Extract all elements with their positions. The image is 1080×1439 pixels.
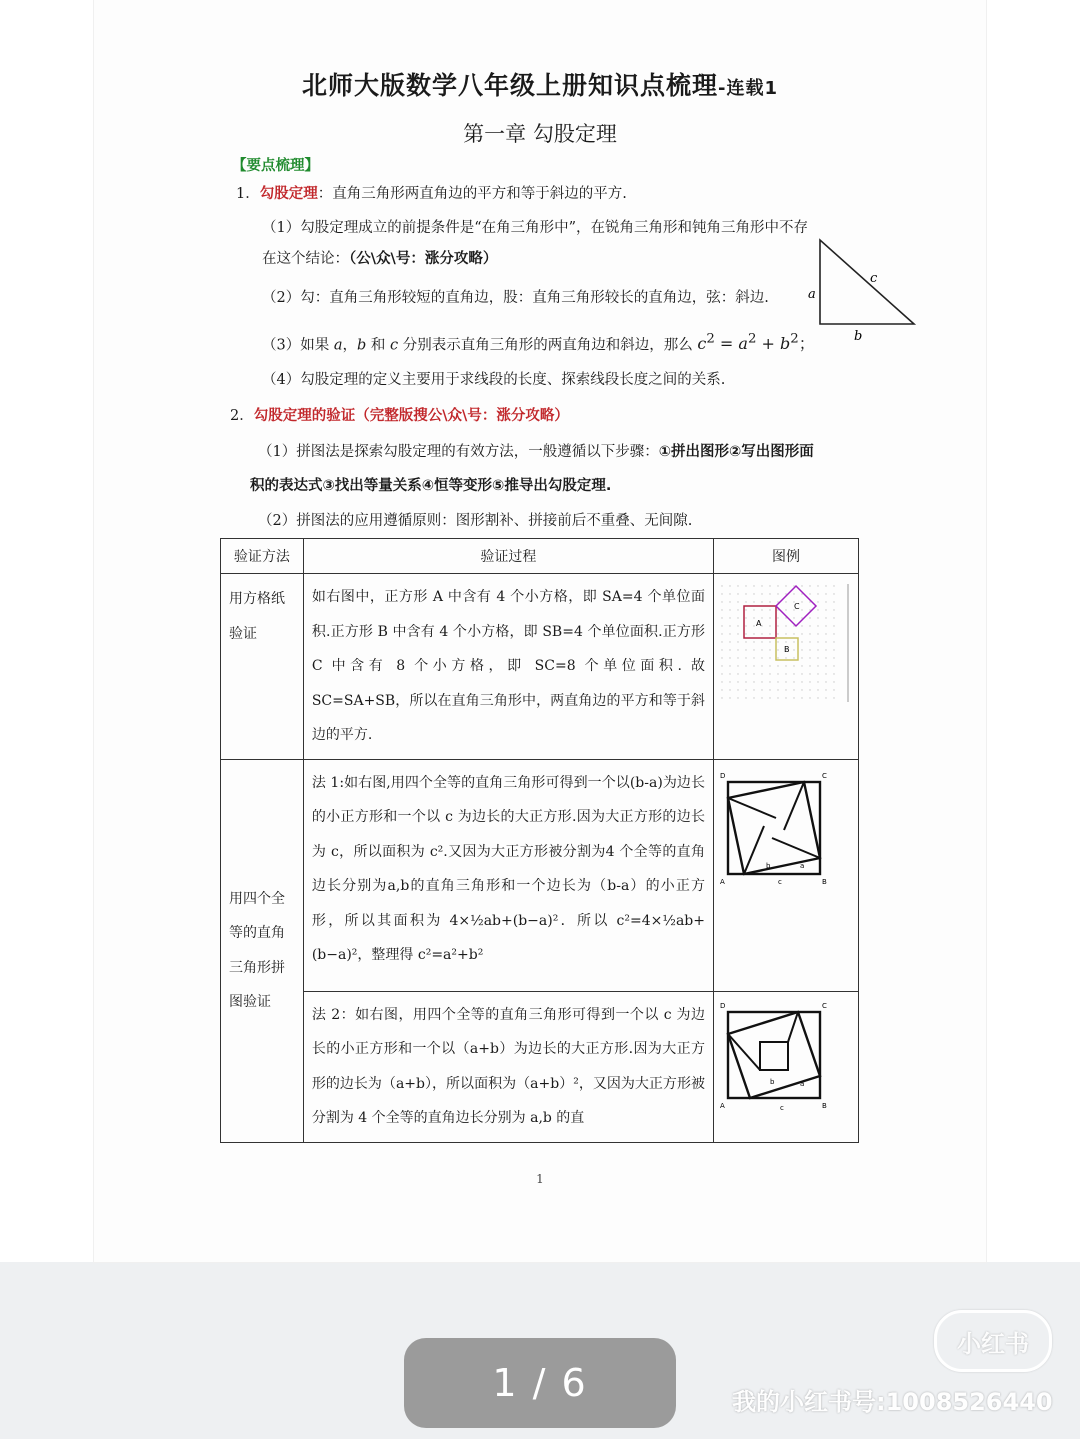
point2-sub1a-bold: ①拼出图形②写出图形面 xyxy=(658,444,814,460)
point2-sub2: （2）拼图法的应用遵循原则：图形割补、拼接前后不重叠、无间隙. xyxy=(258,513,693,529)
fig1-label-a: A xyxy=(719,877,725,886)
table-row xyxy=(221,759,859,991)
proof-table xyxy=(220,538,859,1143)
row1-process: 如右图中，正方形 A 中含有 4 个小方格，即 SA=4 个单位面积.正方形 B 中含有 4 个小方格，即 SB=4 个单位面积.正方形 C 中含有 8 个小方格，即 SC=8 个单位面积. 故 SC=SA+SB，所以在直角三角形中，两直角边的平方和等于斜边的平方. xyxy=(311,589,705,743)
row1-method: 用方格纸验证 xyxy=(229,591,285,642)
point1-sub1b-text: 在这个结论： xyxy=(262,251,349,267)
xiaohongshu-logo: 小红书 xyxy=(934,1310,1052,1372)
title-suffix: -连载1 xyxy=(718,78,778,99)
point2-sub1a xyxy=(258,442,814,462)
var-a: a xyxy=(333,337,343,354)
row2-process-method1: 法 1:如右图,用四个全等的直角三角形可得到一个以(b-a)为边长的小正方形和一个以 c 为边长的大正方形.因为大正方形的边长为 c，所以面积为 c².又因为大正方形被分割为4 个全等的直角边长分别为a,b的直角三角形和一个边长为（b-a）的小正方形，所以其面积为 4×½ab+(b−a)²．所以 c²=4×½ab+(b−a)²，整理得 c²=a²+b² xyxy=(311,774,705,963)
point1-sub1b-bold: （公\众\号：涨分攻略） xyxy=(349,251,498,267)
point1-text: ：直角三角形两直角边的平方和等于斜边的平方. xyxy=(317,186,627,202)
point1-sub2: （2）勾：直角三角形较短的直角边，股：直角三角形较长的直角边，弦：斜边. xyxy=(262,290,769,306)
fig2-side-a: a xyxy=(799,1079,805,1088)
fig2-label-c: C xyxy=(821,1001,827,1010)
title-main: 北师大版数学八年级上册知识点梳理 xyxy=(301,71,718,100)
point1-sub1a: （1）勾股定理成立的前提条件是“在角三角形中”，在锐角三角形和钝角三角形中不存 xyxy=(262,220,809,236)
fig1-side-a: a xyxy=(799,861,805,870)
header-method: 验证方法 xyxy=(221,539,304,574)
table-header-row xyxy=(221,539,859,574)
sub3-c: 分别表示直角三角形的两直角边和斜边，那么 xyxy=(402,337,693,354)
tri-label-b: b xyxy=(854,329,863,344)
row2-method: 用四个全等的直角三角形拼图验证 xyxy=(229,890,285,1010)
fig1-label-d: D xyxy=(719,771,726,780)
fig1-side-c: c xyxy=(777,877,782,886)
sub3-a: （3）如果 xyxy=(262,337,330,354)
grid-label-c: C xyxy=(793,602,800,611)
tri-label-a: a xyxy=(808,287,816,302)
pythag-formula: $c^2 = a^2 + b^2$； xyxy=(697,332,815,354)
point2-term: 勾股定理的验证（完整版搜公\众\号：涨分攻略） xyxy=(253,408,569,424)
section-label: 【要点梳理】 xyxy=(232,158,319,174)
sub3-b: 和 xyxy=(370,337,386,354)
page-indicator[interactable]: 1 / 6 xyxy=(404,1338,676,1428)
point2-num: 2． xyxy=(230,408,254,424)
triangle-shape xyxy=(820,240,914,324)
point2-sub1b: 积的表达式③找出等量关系④恒等变形⑤推导出勾股定理. xyxy=(250,478,612,494)
fig1-label-b: B xyxy=(821,877,827,886)
point2-line xyxy=(230,406,569,426)
right-triangle-figure xyxy=(806,236,920,344)
point1-term: 勾股定理 xyxy=(259,186,318,202)
fig2-side-b: b xyxy=(769,1077,775,1086)
chapter-title: 第一章 勾股定理 xyxy=(463,122,617,146)
grid-label-a: A xyxy=(755,619,762,628)
point1-line xyxy=(236,184,627,204)
point1-sub1b xyxy=(262,249,497,269)
var-c: c xyxy=(390,337,399,354)
header-process: 验证过程 xyxy=(303,539,713,574)
point1-sub4: （4）勾股定理的定义主要用于求线段的长度、探索线段长度之间的关系. xyxy=(262,372,726,388)
fig2-label-b: B xyxy=(821,1101,827,1110)
fig1-label-c: C xyxy=(821,771,827,780)
row2-process-method2: 法 2：如右图，用四个全等的直角三角形可得到一个以 c 为边长的小正方形和一个以（a+b）为边长的大正方形.因为大正方形的边长为（a+b），所以面积为（a+b）²，又因为大正方形被分割为 4 个全等的直角边长分别为 a,b 的直 xyxy=(311,1006,705,1126)
point1-num: 1． xyxy=(236,186,260,202)
fig1-side-b: b xyxy=(765,861,771,870)
table-row xyxy=(221,991,859,1142)
page-title xyxy=(0,66,1080,102)
grid-label-b: B xyxy=(783,645,790,654)
point1-sub3: （3）如果 a，b 和 c 分别表示直角三角形的两直角边和斜边，那么 $c^2 = a^2 + b^2$； xyxy=(262,332,815,354)
grid-dots xyxy=(721,585,834,698)
fig2-label-d: D xyxy=(719,1001,726,1010)
grid-squares-figure xyxy=(714,578,856,708)
fig2-label-a: A xyxy=(719,1101,725,1110)
var-b: b xyxy=(357,337,367,354)
method2-figure xyxy=(714,998,856,1116)
point2-sub1a-text: （1）拼图法是探索勾股定理的有效方法，一般遵循以下步骤： xyxy=(258,444,659,460)
tri-label-c: c xyxy=(870,271,878,286)
method1-figure xyxy=(714,768,856,896)
page-number: 1 xyxy=(536,1172,544,1186)
table-row xyxy=(221,574,859,760)
fig2-side-c: c xyxy=(779,1103,784,1112)
header-figure: 图例 xyxy=(713,539,858,574)
watermark: 我的小红书号:1008526440 xyxy=(732,1388,1053,1416)
